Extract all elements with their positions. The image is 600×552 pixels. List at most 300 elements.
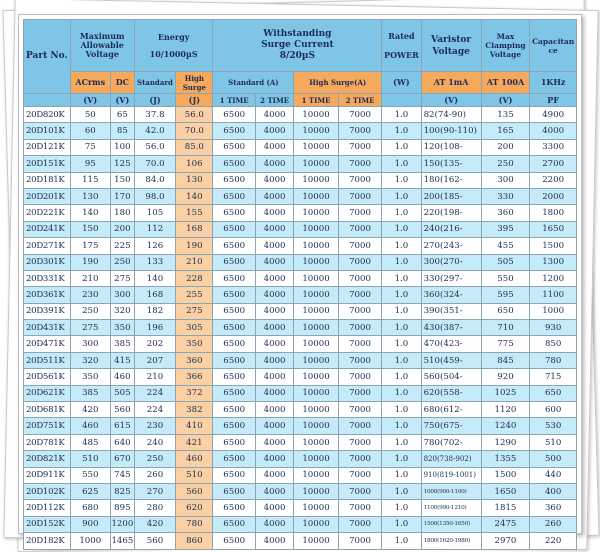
acrms-cell: 900 [70, 516, 110, 532]
energy-standard-header: Standard [134, 72, 175, 94]
high-1time-cell: 10000 [294, 467, 339, 483]
acrms-cell: 510 [70, 451, 110, 467]
std-1time-cell: 6500 [213, 500, 255, 516]
high-1time-cell: 10000 [294, 483, 339, 499]
varistor-voltage-cell: 360(324- [421, 287, 481, 303]
energy-std-cell: 280 [134, 500, 175, 516]
capacitance-cell: 3300 [530, 139, 577, 155]
acrms-cell: 210 [70, 270, 110, 286]
std-2time-cell: 4000 [255, 303, 293, 319]
energy-std-cell: 182 [134, 303, 175, 319]
varistor-voltage-cell: 390(351- [421, 303, 481, 319]
table-row [24, 385, 577, 401]
table-row [24, 500, 577, 516]
std-2time-cell: 4000 [255, 320, 293, 336]
std-2time-cell: 4000 [255, 516, 293, 532]
table-row [24, 107, 577, 123]
high-2time-cell: 7000 [338, 467, 381, 483]
energy-std-cell: 224 [134, 385, 175, 401]
part-no-cell: 20D681K [24, 402, 71, 418]
part-no-cell: 20D271K [24, 238, 71, 254]
varistor-voltage-cell: 560(504- [421, 369, 481, 385]
rated-power-cell: 1.0 [382, 188, 421, 204]
std-2time-cell: 4000 [255, 156, 293, 172]
capacitance-cell: 500 [530, 451, 577, 467]
part-no-cell: 20D431K [24, 320, 71, 336]
high-2time-cell: 7000 [338, 221, 381, 237]
rated-power-cell: 1.0 [382, 402, 421, 418]
acrms-cell: 150 [70, 221, 110, 237]
dc-cell: 85 [110, 123, 134, 139]
varistor-voltage-cell: 470(423- [421, 336, 481, 352]
withstanding-label: Withstanding [263, 29, 332, 39]
table-row [24, 270, 577, 286]
part-no-cell: 20D621K [24, 385, 71, 401]
acrms-cell: 385 [70, 385, 110, 401]
high-2time-cell: 7000 [338, 238, 381, 254]
std-1time-cell: 6500 [213, 352, 255, 368]
acrms-cell: 275 [70, 320, 110, 336]
part-no-cell: 20D221K [24, 205, 71, 221]
capacitance-cell: 1100 [530, 287, 577, 303]
high-1time-cell: 10000 [294, 320, 339, 336]
high-1time-cell: 10000 [294, 418, 339, 434]
high-1time-cell: 10000 [294, 287, 339, 303]
part-no-cell: 20D181K [24, 172, 71, 188]
high-2time-cell: 7000 [338, 303, 381, 319]
high-2time-cell: 7000 [338, 336, 381, 352]
varistor-voltage-cell: 750(675- [421, 418, 481, 434]
varistor-spec-table [23, 19, 577, 550]
dc-cell: 125 [110, 156, 134, 172]
pf-unit: PF [530, 94, 577, 107]
high-2time-cell: 7000 [338, 287, 381, 303]
dc-cell: 505 [110, 385, 134, 401]
capacitance-cell: 715 [530, 369, 577, 385]
energy-std-cell: 210 [134, 369, 175, 385]
energy-title: Energy [157, 31, 190, 42]
capacitance-cell: 220 [530, 533, 577, 549]
energy-high-cell: 190 [176, 238, 213, 254]
varistor-voltage-cell: 100(90-110) [421, 123, 481, 139]
energy-std-cell: 202 [134, 336, 175, 352]
high-1time-cell: 10000 [294, 352, 339, 368]
varistor-voltage-cell: 680(612- [421, 402, 481, 418]
clamping-voltage-cell: 300 [481, 172, 530, 188]
rated-power-cell: 1.0 [382, 451, 421, 467]
std-2time-cell: 4000 [255, 352, 293, 368]
varistor-voltage-header [421, 20, 481, 72]
high-2time-cell: 7000 [338, 320, 381, 336]
high-1time-cell: 10000 [294, 369, 339, 385]
rated-power-cell: 1.0 [382, 483, 421, 499]
clamping-voltage-cell: 165 [481, 123, 530, 139]
part-no-cell: 20D301K [24, 254, 71, 270]
acrms-cell: 550 [70, 467, 110, 483]
acrms-cell: 130 [70, 188, 110, 204]
std-1time-cell: 6500 [213, 107, 255, 123]
high-2time-cell: 7000 [338, 533, 381, 549]
capacitance-cell: 2200 [530, 172, 577, 188]
table-row [24, 123, 577, 139]
energy-std-cell: 105 [134, 205, 175, 221]
std-2time-cell: 4000 [255, 205, 293, 221]
clamping-voltage-cell: 2475 [481, 516, 530, 532]
std-1time-cell: 6500 [213, 188, 255, 204]
clamping-voltage-cell: 550 [481, 270, 530, 286]
std-1time-cell: 6500 [213, 205, 255, 221]
clamping-voltage-cell: 360 [481, 205, 530, 221]
std-1time-cell: 6500 [213, 483, 255, 499]
dc-cell: 275 [110, 270, 134, 286]
energy-high-cell: 305 [176, 320, 213, 336]
energy-high-cell: 510 [176, 467, 213, 483]
dc-cell: 170 [110, 188, 134, 204]
acrms-cell: 140 [70, 205, 110, 221]
std-2time-cell: 4000 [255, 533, 293, 549]
capacitance-cell: 400 [530, 483, 577, 499]
high-2time-cell: 7000 [338, 352, 381, 368]
capacitance-cell: 930 [530, 320, 577, 336]
high-2time-cell: 7000 [338, 369, 381, 385]
part-no-cell: 20D911K [24, 467, 71, 483]
std-2time-cell: 4000 [255, 287, 293, 303]
std-2time-cell: 4000 [255, 500, 293, 516]
table-row [24, 402, 577, 418]
high-2time-cell: 7000 [338, 500, 381, 516]
rated-power-cell: 1.0 [382, 418, 421, 434]
rated-power-cell: 1.0 [382, 139, 421, 155]
high-1time-cell: 10000 [294, 156, 339, 172]
std-1time-cell: 6500 [213, 238, 255, 254]
clamping-voltage-cell: 1240 [481, 418, 530, 434]
high-1time-cell: 10000 [294, 123, 339, 139]
part-no-cell: 20D361K [24, 287, 71, 303]
varistor-voltage-cell: 240(216- [421, 221, 481, 237]
acrms-cell: 60 [70, 123, 110, 139]
clamping-voltage-cell: 1025 [481, 385, 530, 401]
std-2time-cell: 4000 [255, 483, 293, 499]
std-1time-cell: 6500 [213, 123, 255, 139]
rated-power-cell: 1.0 [382, 369, 421, 385]
dc-cell: 150 [110, 172, 134, 188]
energy-high-cell: 106 [176, 156, 213, 172]
energy-high-cell: 275 [176, 303, 213, 319]
energy-std-cell: 140 [134, 270, 175, 286]
part-no-cell: 20D331K [24, 270, 71, 286]
high-2time-cell: 7000 [338, 172, 381, 188]
clamping-voltage-cell: 1650 [481, 483, 530, 499]
energy-standard-unit: (J) [134, 94, 175, 107]
rated-power-cell: 1.0 [382, 516, 421, 532]
std-1time-cell: 6500 [213, 139, 255, 155]
varistor-voltage-cell: 1000(900-1100) [421, 483, 481, 499]
high-2time-cell: 7000 [338, 270, 381, 286]
dc-cell: 250 [110, 254, 134, 270]
std-2time-cell: 4000 [255, 172, 293, 188]
part-no-cell: 20D391K [24, 303, 71, 319]
rated-power-cell: 1.0 [382, 320, 421, 336]
khz-header: 1KHz [530, 72, 577, 94]
std-1time-cell: 6500 [213, 516, 255, 532]
high-2time-cell: 7000 [338, 254, 381, 270]
energy-std-cell: 270 [134, 483, 175, 499]
high-1time-cell: 10000 [294, 533, 339, 549]
clamping-voltage-cell: 1355 [481, 451, 530, 467]
power-unit-header: (W) [382, 72, 421, 94]
acrms-cell: 460 [70, 418, 110, 434]
varistor-voltage-cell: 820(738-902) [421, 451, 481, 467]
energy-high-cell: 70.0 [176, 123, 213, 139]
dc-cell: 640 [110, 434, 134, 450]
surge-current-header [213, 20, 382, 72]
capacitance-cell: 510 [530, 434, 577, 450]
std-1time-cell: 6500 [213, 156, 255, 172]
std-2time-cell: 4000 [255, 270, 293, 286]
table-row [24, 221, 577, 237]
high-2time-cell: 7000 [338, 402, 381, 418]
table-row [24, 238, 577, 254]
clamping-unit: (V) [481, 94, 530, 107]
clamping-voltage-cell: 200 [481, 139, 530, 155]
energy-std-cell: 207 [134, 352, 175, 368]
energy-std-cell: 196 [134, 320, 175, 336]
rated-power-cell: 1.0 [382, 303, 421, 319]
high-1time-cell: 10000 [294, 451, 339, 467]
std-1time-cell: 6500 [213, 336, 255, 352]
high-1time-cell: 10000 [294, 385, 339, 401]
acrms-unit: (V) [70, 94, 110, 107]
table-row [24, 320, 577, 336]
acrms-cell: 175 [70, 238, 110, 254]
table-row [24, 254, 577, 270]
high-2time: 2 TIME [338, 94, 381, 107]
part-no-cell: 20D121K [24, 139, 71, 155]
varistor-voltage-cell: 270(243- [421, 238, 481, 254]
table-row [24, 533, 577, 549]
varistor-voltage-cell: 430(387- [421, 320, 481, 336]
high-2time-cell: 7000 [338, 139, 381, 155]
high-2time-cell: 7000 [338, 123, 381, 139]
varistor-voltage-cell: 1100(990-1210) [421, 500, 481, 516]
energy-high-cell: 130 [176, 172, 213, 188]
energy-high-cell: 140 [176, 188, 213, 204]
varistor-voltage-cell: 300(270- [421, 254, 481, 270]
std-1time-cell: 6500 [213, 418, 255, 434]
table-row [24, 352, 577, 368]
acrms-cell: 320 [70, 352, 110, 368]
part-no-cell: 20D152K [24, 516, 71, 532]
part-no-cell: 20D151K [24, 156, 71, 172]
rated-power-cell: 1.0 [382, 205, 421, 221]
energy-high-cell: 360 [176, 352, 213, 368]
std-1time-cell: 6500 [213, 434, 255, 450]
varistor-voltage-cell: 82(74-90) [421, 107, 481, 123]
clamping-voltage-cell: 455 [481, 238, 530, 254]
rated-power-cell: 1.0 [382, 123, 421, 139]
surge-current-label: Surge Current [261, 40, 334, 50]
high-1time-cell: 10000 [294, 188, 339, 204]
clamping-voltage-cell: 250 [481, 156, 530, 172]
rated-power-header [382, 20, 421, 72]
acrms-header: ACrms [70, 72, 110, 94]
rated-power-cell: 1.0 [382, 107, 421, 123]
table-row [24, 451, 577, 467]
high-1time-cell: 10000 [294, 402, 339, 418]
part-no-cell: 20D102K [24, 483, 71, 499]
varistor-voltage-cell: 120(108- [421, 139, 481, 155]
at-1ma-header: AT 1mA [421, 72, 481, 94]
part-no-cell: 20D751K [24, 418, 71, 434]
energy-std-cell: 84.0 [134, 172, 175, 188]
energy-high-cell: 382 [176, 402, 213, 418]
energy-high-cell: 366 [176, 369, 213, 385]
std-2time-cell: 4000 [255, 385, 293, 401]
std-1time-cell: 6500 [213, 369, 255, 385]
clamping-voltage-cell: 505 [481, 254, 530, 270]
varistor-voltage-cell: 510(459- [421, 352, 481, 368]
voltage-label: Voltage [432, 46, 470, 57]
std-1time-cell: 6500 [213, 172, 255, 188]
std-1time-cell: 6500 [213, 270, 255, 286]
energy-high-cell: 372 [176, 385, 213, 401]
rated-power-cell: 1.0 [382, 254, 421, 270]
high-1time-cell: 10000 [294, 516, 339, 532]
std-2time-cell: 4000 [255, 451, 293, 467]
max-allowable-voltage-header: Maximum Allowable Voltage [70, 20, 134, 72]
acrms-cell: 680 [70, 500, 110, 516]
table-row [24, 303, 577, 319]
part-no-cell: 20D182K [24, 533, 71, 549]
dc-cell: 100 [110, 139, 134, 155]
energy-high-cell: 620 [176, 500, 213, 516]
energy-std-cell: 250 [134, 451, 175, 467]
dc-cell: 615 [110, 418, 134, 434]
dc-cell: 460 [110, 369, 134, 385]
high-1time-cell: 10000 [294, 107, 339, 123]
varistor-voltage-cell: 330(297- [421, 270, 481, 286]
std-1time-cell: 6500 [213, 451, 255, 467]
energy-high-cell: 85.0 [176, 139, 213, 155]
energy-std-cell: 37.8 [134, 107, 175, 123]
clamping-voltage-cell: 1120 [481, 402, 530, 418]
energy-std-cell: 133 [134, 254, 175, 270]
std-1time-cell: 6500 [213, 533, 255, 549]
capacitance-cell: 780 [530, 352, 577, 368]
std-2time-cell: 4000 [255, 434, 293, 450]
dc-cell: 825 [110, 483, 134, 499]
rated-power-cell: 1.0 [382, 500, 421, 516]
part-no-cell: 20D511K [24, 352, 71, 368]
dc-cell: 225 [110, 238, 134, 254]
table-row [24, 287, 577, 303]
std-2time-cell: 4000 [255, 221, 293, 237]
acrms-cell: 485 [70, 434, 110, 450]
rated-power-cell: 1.0 [382, 221, 421, 237]
clamping-voltage-cell: 845 [481, 352, 530, 368]
energy-high-cell: 155 [176, 205, 213, 221]
surge-sub-label: 8/20µS [279, 51, 315, 61]
dc-header: DC [110, 72, 134, 94]
table-row [24, 139, 577, 155]
acrms-cell: 230 [70, 287, 110, 303]
high-1time-cell: 10000 [294, 221, 339, 237]
energy-header [134, 20, 213, 72]
energy-std-cell: 420 [134, 516, 175, 532]
varistor-voltage-cell: 220(198- [421, 205, 481, 221]
high-2time-cell: 7000 [338, 107, 381, 123]
dc-cell: 745 [110, 467, 134, 483]
acrms-cell: 50 [70, 107, 110, 123]
dc-cell: 180 [110, 205, 134, 221]
capacitance-cell: 1300 [530, 254, 577, 270]
energy-high-cell: 421 [176, 434, 213, 450]
std-2time-cell: 4000 [255, 254, 293, 270]
std-2time-cell: 4000 [255, 418, 293, 434]
energy-high-cell: 410 [176, 418, 213, 434]
power-label: POWER [384, 49, 419, 60]
varistor-voltage-cell: 910(819-1001) [421, 467, 481, 483]
dc-cell: 1200 [110, 516, 134, 532]
capacitance-cell: 2000 [530, 188, 577, 204]
varistor-label: Varistor [431, 34, 472, 45]
part-no-cell: 20D471K [24, 336, 71, 352]
capacitance-cell: 530 [530, 418, 577, 434]
energy-high-cell: 56.0 [176, 107, 213, 123]
table-row [24, 172, 577, 188]
energy-high-cell: 860 [176, 533, 213, 549]
acrms-cell: 95 [70, 156, 110, 172]
table-row [24, 434, 577, 450]
capacitance-cell: 440 [530, 467, 577, 483]
acrms-cell: 190 [70, 254, 110, 270]
high-2time-cell: 7000 [338, 156, 381, 172]
energy-high-cell: 560 [176, 483, 213, 499]
rated-power-cell: 1.0 [382, 336, 421, 352]
capacitance-cell: 1650 [530, 221, 577, 237]
clamping-voltage-cell: 1290 [481, 434, 530, 450]
dc-cell: 300 [110, 287, 134, 303]
energy-high-cell: 255 [176, 287, 213, 303]
energy-std-cell: 240 [134, 434, 175, 450]
high-surge-a-header: High Surge(A) [294, 72, 382, 94]
std-2time-cell: 4000 [255, 107, 293, 123]
energy-std-cell: 98.0 [134, 188, 175, 204]
energy-std-cell: 560 [134, 533, 175, 549]
part-no-cell: 20D101K [24, 123, 71, 139]
dc-unit: (V) [110, 94, 134, 107]
varistor-unit: (V) [421, 94, 481, 107]
high-1time-cell: 10000 [294, 139, 339, 155]
energy-std-cell: 126 [134, 238, 175, 254]
standard-1time: 1 TIME [213, 94, 255, 107]
energy-std-cell: 260 [134, 467, 175, 483]
clamping-voltage-cell: 1815 [481, 500, 530, 516]
rated-power-cell: 1.0 [382, 385, 421, 401]
part-no-cell: 20D561K [24, 369, 71, 385]
high-1time-cell: 10000 [294, 205, 339, 221]
energy-high-cell: 228 [176, 270, 213, 286]
acrms-cell: 420 [70, 402, 110, 418]
table-row [24, 418, 577, 434]
dc-cell: 320 [110, 303, 134, 319]
high-2time-cell: 7000 [338, 434, 381, 450]
rated-power-cell: 1.0 [382, 533, 421, 549]
high-2time-cell: 7000 [338, 205, 381, 221]
energy-high-cell: 350 [176, 336, 213, 352]
std-1time-cell: 6500 [213, 254, 255, 270]
high-1time-cell: 10000 [294, 434, 339, 450]
